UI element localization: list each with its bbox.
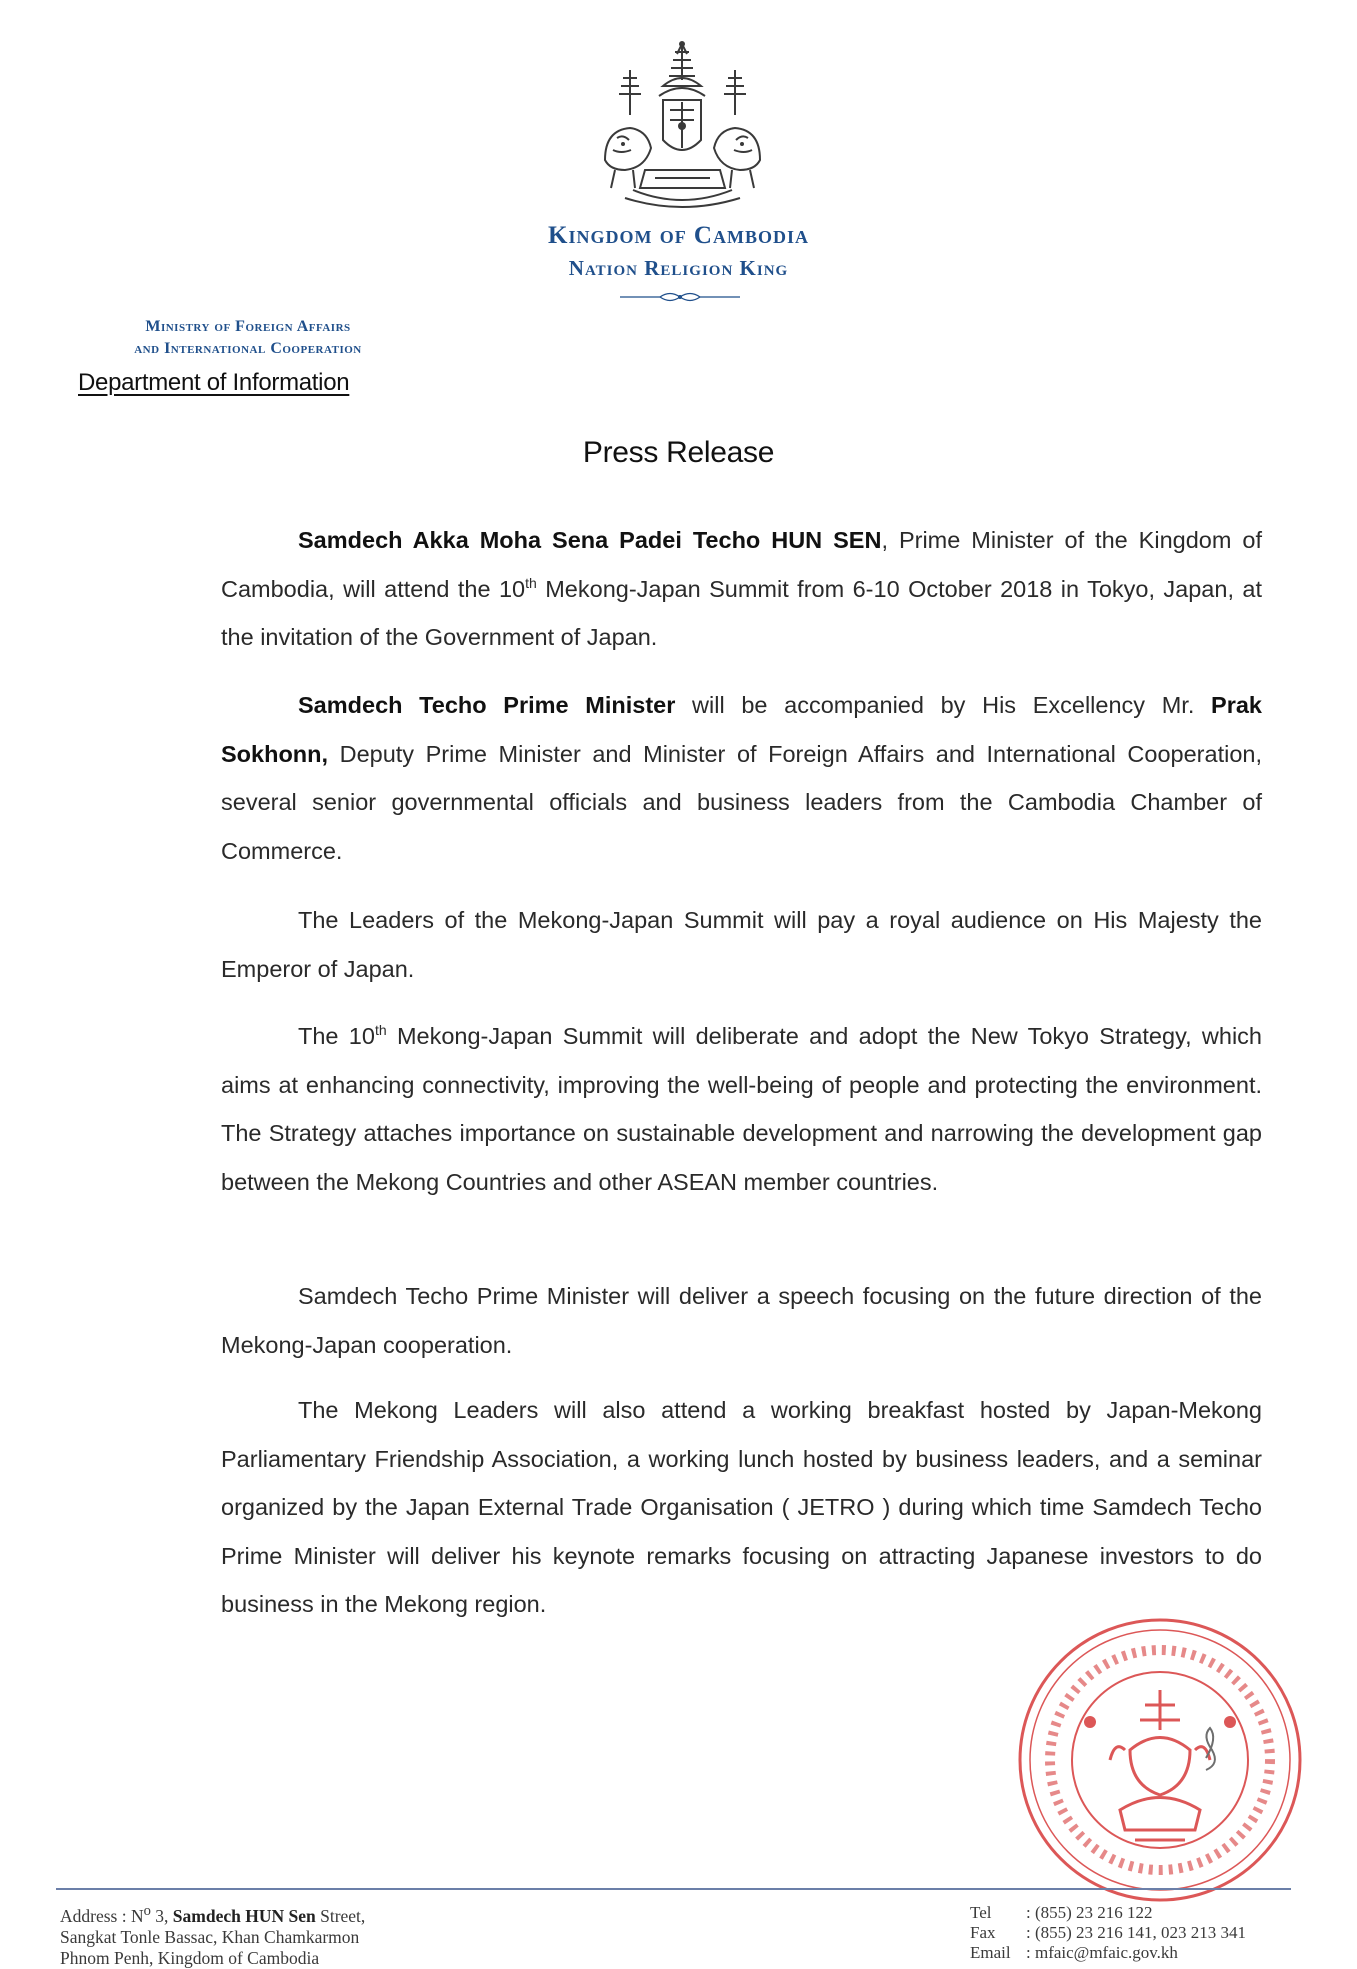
- footer-contact: [970, 1903, 1246, 1963]
- footer-address: [60, 1903, 365, 1969]
- paragraph-text: Mekong-Japan Summit will deliberate and adopt the New Tokyo Strategy, which aims at enhancing connectivity, improving the well-being of people and protecting the environment. The Strategy attaches importance on sustainable development and narrowing the development gap between the Mekong Countries and other ASEAN member countries.: [221, 1023, 1262, 1195]
- contact-fax: [970, 1923, 1246, 1943]
- paragraph-4: [221, 1012, 1262, 1206]
- address-street: Samdech HUN Sen: [172, 1905, 316, 1926]
- pm-name: Samdech Akka Moha Sena Padei Techo HUN SEN: [298, 527, 882, 553]
- ornament-divider-icon: [620, 290, 740, 304]
- paragraph-text: The 10: [298, 1023, 375, 1049]
- national-motto: Nation Religion King: [568, 256, 789, 280]
- address-label: Address : N: [60, 1905, 144, 1926]
- paragraph-1: [221, 516, 1262, 662]
- paragraph-text: , Prime Minister of the Kingdom of Cambodia, will attend the 10: [221, 527, 1262, 602]
- ministry-name-line2: and International Cooperation: [134, 340, 362, 357]
- tel-label: Tel: [970, 1903, 992, 1922]
- fax-label: Fax: [970, 1923, 996, 1942]
- number-sign: o: [143, 1903, 151, 1919]
- page-title: Press Release: [582, 436, 775, 469]
- email-value[interactable]: : mfaic@mfaic.gov.kh: [1026, 1943, 1178, 1962]
- address-street-suffix: Street,: [315, 1905, 366, 1926]
- royal-emblem-icon: [585, 40, 780, 215]
- tel-value: : (855) 23 216 122: [1026, 1903, 1153, 1922]
- pm-title: Samdech Techo Prime Minister: [298, 692, 676, 718]
- email-label: Email: [970, 1943, 1011, 1962]
- minister-name: Prak Sokhonn,: [221, 692, 1262, 767]
- address-line-2: Sangkat Tonle Bassac, Khan Chamkarmon: [60, 1926, 360, 1947]
- paragraph-3: The Leaders of the Mekong-Japan Summit will pay a royal audience on His Majesty the Emperor of Japan.: [221, 907, 1262, 982]
- fax-value: : (855) 23 216 141, 023 213 341: [1026, 1923, 1247, 1942]
- ordinal-suffix: th: [374, 1022, 387, 1039]
- address-line-3: Phnom Penh, Kingdom of Cambodia: [60, 1947, 320, 1968]
- paragraph-5: Samdech Techo Prime Minister will deliver a speech focusing on the future direction of the Mekong-Japan cooperation.: [221, 1283, 1262, 1358]
- paragraph-2: [221, 681, 1262, 875]
- ministry-seal-icon: [1010, 1610, 1310, 1910]
- paragraph-text: Mekong-Japan Summit from 6-10 October 2018 in Tokyo, Japan, at the invitation of the Government of Japan.: [221, 575, 1262, 650]
- address-line-1: [60, 1903, 365, 1927]
- ministry-name-line1: Ministry of Foreign Affairs: [145, 318, 351, 335]
- ordinal-suffix: th: [525, 574, 537, 591]
- contact-tel: [970, 1903, 1246, 1923]
- contact-email[interactable]: [970, 1943, 1246, 1963]
- address-number: 3,: [150, 1905, 173, 1926]
- footer-divider: [56, 1888, 1291, 1890]
- paragraph-6: The Mekong Leaders will also attend a working breakfast hosted by Japan-Mekong Parliamentary Friendship Association, a working lunch hosted by business leaders, and a seminar organized by the Japan External Trade Organisation ( JETRO ) during which time Samdech Techo Prime Minister will deliver his keynote remarks focusing on attracting Japanese investors to do business in the Mekong region.: [221, 1397, 1262, 1617]
- kingdom-title: Kingdom of Cambodia: [548, 222, 809, 249]
- paragraph-text: will be accompanied by His Excellency Mr.: [675, 692, 1212, 718]
- paragraph-text: Deputy Prime Minister and Minister of Foreign Affairs and International Cooperation, several senior governmental officials and business leaders from the Cambodia Chamber of Commerce.: [221, 740, 1262, 864]
- department-name: Department of Information: [78, 369, 350, 396]
